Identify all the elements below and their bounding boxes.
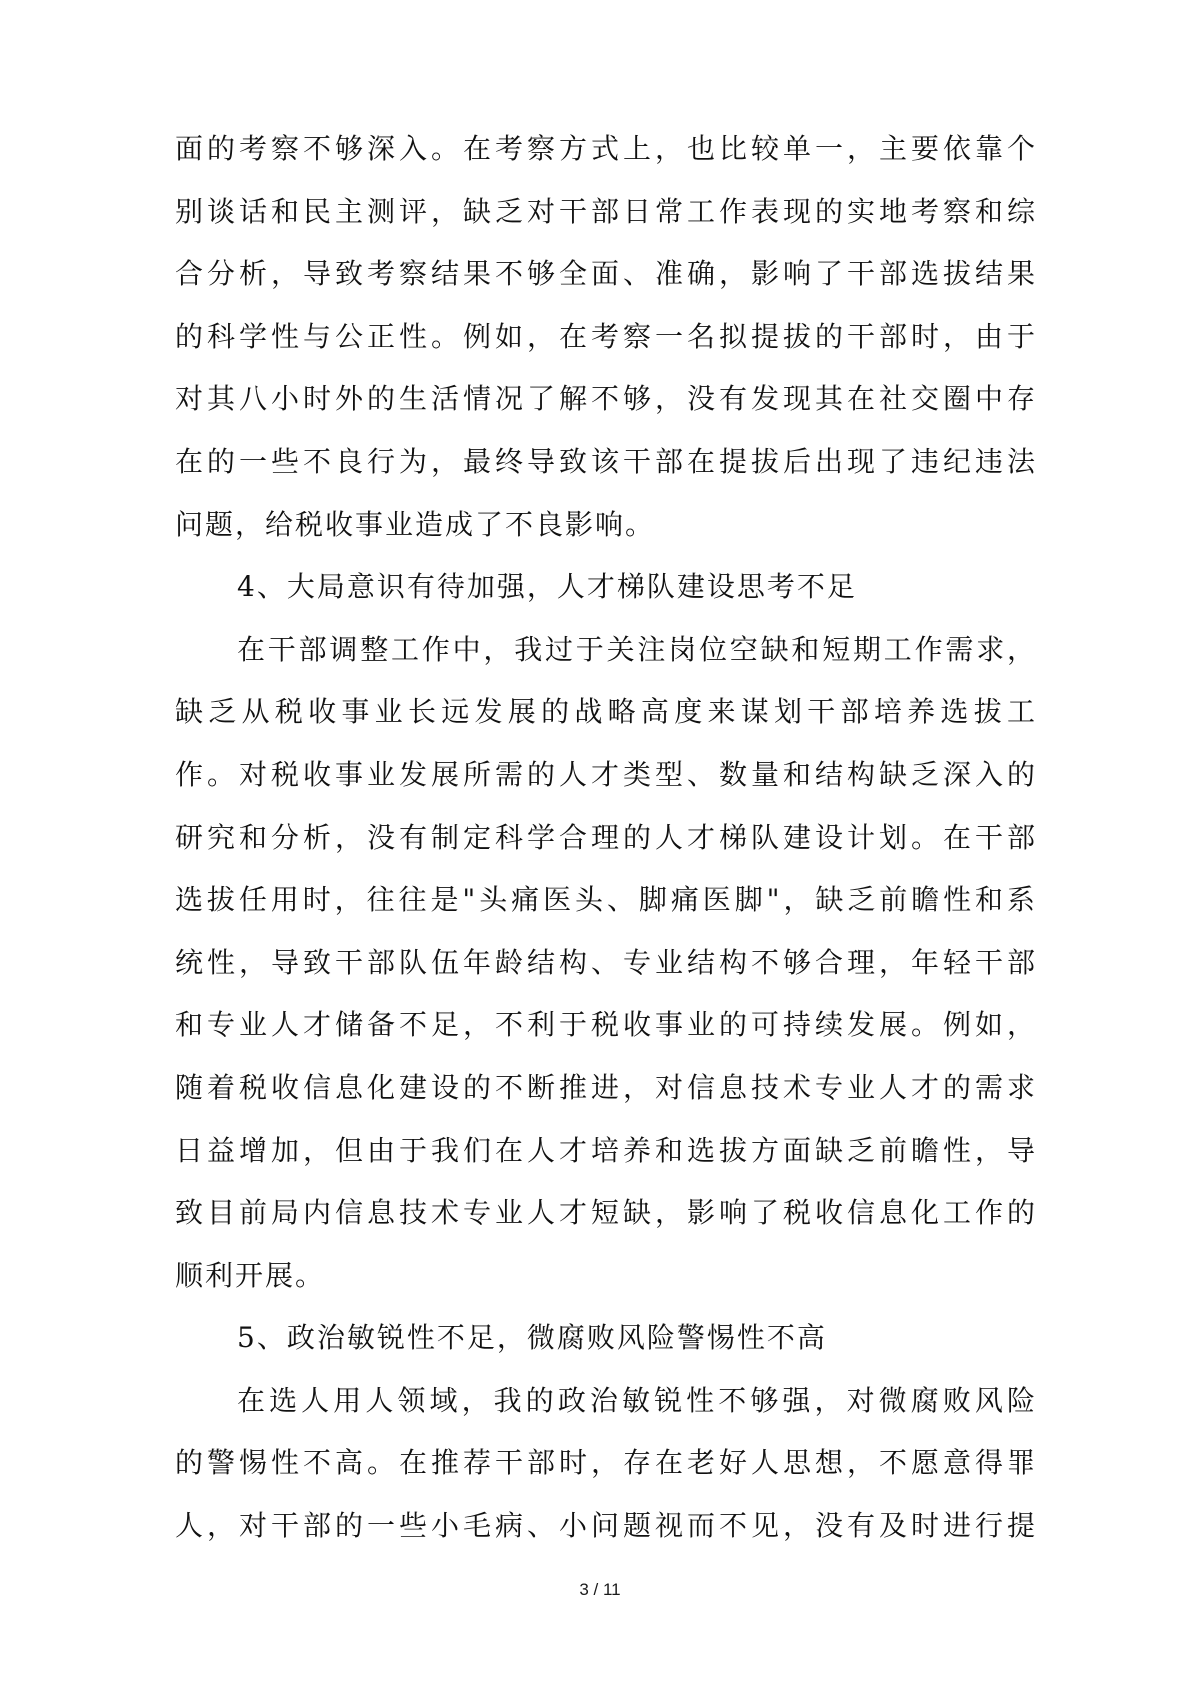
body-line: 致目前局内信息技术专业人才短缺，影响了税收信息化工作的 — [175, 1196, 1037, 1230]
body-line: 和专业人才储备不足，不利于税收事业的可持续发展。例如， — [175, 1008, 1037, 1042]
body-line: 对其八小时外的生活情况了解不够，没有发现其在社交圈中存 — [175, 382, 1037, 416]
body-line: 随着税收信息化建设的不断推进，对信息技术专业人才的需求 — [175, 1070, 1037, 1104]
body-line: 在的一些不良行为，最终导致该干部在提拔后出现了违纪违法 — [175, 444, 1037, 478]
body-line: 在选人用人领域，我的政治敏锐性不够强，对微腐败风险 — [237, 1383, 1037, 1417]
page-number: 3 / 11 — [579, 1580, 621, 1599]
body-line: 日益增加，但由于我们在人才培养和选拔方面缺乏前瞻性，导 — [175, 1133, 1037, 1167]
body-line: 顺利开展。 — [175, 1258, 326, 1292]
document-body — [175, 118, 1037, 1558]
body-line: 人，对干部的一些小毛病、小问题视而不见，没有及时进行提 — [175, 1509, 1037, 1543]
body-line: 别谈话和民主测评，缺乏对干部日常工作表现的实地考察和综 — [175, 194, 1037, 228]
body-line: 合分析，导致考察结果不够全面、准确，影响了干部选拔结果 — [175, 257, 1037, 291]
body-line: 的警惕性不高。在推荐干部时，存在老好人思想，不愿意得罪 — [175, 1446, 1037, 1480]
body-line: 问题，给税收事业造成了不良影响。 — [175, 507, 656, 541]
section-heading: 5、政治敏锐性不足，微腐败风险警惕性不高 — [237, 1321, 827, 1355]
body-line: 作。对税收事业发展所需的人才类型、数量和结构缺乏深入的 — [175, 757, 1037, 791]
body-line: 面的考察不够深入。在考察方式上，也比较单一，主要依靠个 — [175, 132, 1037, 165]
body-line: 缺乏从税收事业长远发展的战略高度来谋划干部培养选拔工 — [175, 695, 1037, 729]
body-line: 的科学性与公正性。例如，在考察一名拟提拔的干部时，由于 — [175, 319, 1037, 353]
section-heading: 4、大局意识有待加强，人才梯队建设思考不足 — [237, 570, 857, 604]
body-line: 在干部调整工作中，我过于关注岗位空缺和短期工作需求， — [237, 632, 1037, 666]
body-line: 研究和分析，没有制定科学合理的人才梯队建设计划。在干部 — [175, 820, 1037, 854]
body-line: 统性，导致干部队伍年龄结构、专业结构不够合理，年轻干部 — [175, 945, 1037, 979]
body-line: 选拔任用时，往往是"头痛医头、脚痛医脚"，缺乏前瞻性和系 — [175, 883, 1037, 917]
